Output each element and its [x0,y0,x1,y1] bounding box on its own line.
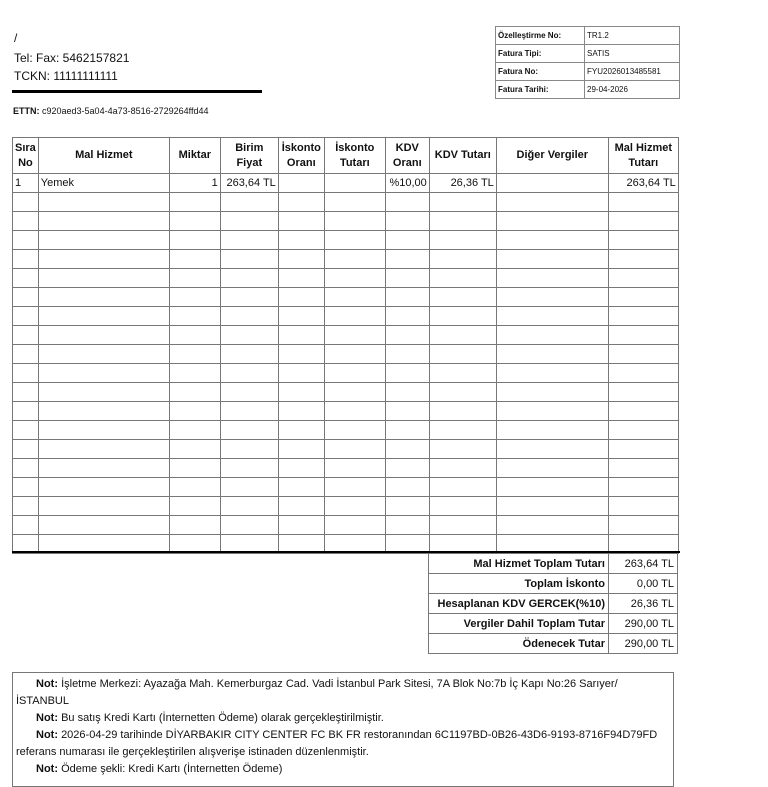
col-header-diger-vergiler: Diğer Vergiler [496,138,608,174]
empty-cell [324,516,385,535]
meta-value: FYU2026013485581 [585,63,680,81]
empty-cell [278,193,324,212]
empty-cell [169,212,220,231]
note-line [16,710,670,727]
empty-cell [38,497,169,516]
empty-cell [496,440,608,459]
empty-cell [496,307,608,326]
col-header-mal-hizmet: Mal Hizmet [38,138,169,174]
empty-cell [496,345,608,364]
col-header-kdv-tutari: KDV Tutarı [429,138,496,174]
empty-cell [38,383,169,402]
invoice-meta-table [495,26,680,99]
ettn-label: ETTN: [13,106,40,116]
totals-table [428,553,678,654]
empty-cell [324,440,385,459]
sender-tckn: TCKN: 11111111111 [14,69,118,83]
empty-cell [324,212,385,231]
empty-cell [496,326,608,345]
meta-row [496,81,680,99]
note-label: Not: [36,729,58,741]
empty-cell [220,440,278,459]
empty-cell [496,231,608,250]
empty-cell [220,326,278,345]
cell-iskonto-orani [278,174,324,193]
empty-cell [13,250,39,269]
empty-cell [278,440,324,459]
totals-value: 290,00 TL [609,614,678,634]
empty-cell [429,212,496,231]
empty-cell [169,288,220,307]
cell-kdv-orani: %10,00 [385,174,429,193]
totals-label: Vergiler Dahil Toplam Tutar [429,614,609,634]
empty-cell [278,345,324,364]
empty-cell [429,326,496,345]
empty-cell [324,250,385,269]
empty-cell [278,516,324,535]
meta-key: Fatura Tarihi: [496,81,585,99]
empty-cell [324,269,385,288]
empty-cell [38,288,169,307]
empty-cell [220,288,278,307]
empty-cell [38,250,169,269]
empty-cell [385,326,429,345]
empty-cell [496,421,608,440]
empty-cell [220,402,278,421]
empty-cell [220,212,278,231]
empty-cell [608,421,678,440]
note-label: Not: [36,678,58,690]
empty-cell [38,516,169,535]
empty-cell [324,497,385,516]
empty-cell [13,345,39,364]
empty-cell [38,478,169,497]
empty-cell [429,402,496,421]
empty-cell [38,440,169,459]
empty-cell [169,516,220,535]
cell-iskonto-tutari [324,174,385,193]
empty-cell [38,193,169,212]
empty-cell [429,440,496,459]
empty-cell [496,364,608,383]
note-text: Ödeme şekli: Kredi Kartı (İnternetten Ödeme) [61,763,283,775]
empty-cell [496,288,608,307]
empty-cell [13,383,39,402]
totals-value: 263,64 TL [609,554,678,574]
meta-row [496,45,680,63]
note-label: Not: [36,763,58,775]
empty-table-row [13,516,679,535]
empty-cell [324,307,385,326]
totals-label: Hesaplanan KDV GERCEK(%10) [429,594,609,614]
empty-cell [13,269,39,288]
empty-cell [385,440,429,459]
col-header-mal-hizmet-tutari: Mal Hizmet Tutarı [608,138,678,174]
empty-cell [38,212,169,231]
empty-cell [608,516,678,535]
empty-cell [220,345,278,364]
empty-cell [385,497,429,516]
empty-cell [278,383,324,402]
empty-table-row [13,440,679,459]
empty-cell [429,459,496,478]
empty-cell [220,250,278,269]
sender-telfax: Tel: Fax: 5462157821 [14,51,130,65]
empty-cell [608,478,678,497]
empty-cell [496,516,608,535]
empty-cell [278,231,324,250]
empty-cell [13,307,39,326]
empty-cell [429,497,496,516]
empty-cell [429,364,496,383]
meta-key: Fatura Tipi: [496,45,585,63]
empty-table-row [13,326,679,345]
empty-cell [608,440,678,459]
empty-cell [38,459,169,478]
meta-key: Özelleştirme No: [496,27,585,45]
empty-cell [608,497,678,516]
col-header-sira-no: Sıra No [13,138,39,174]
empty-cell [324,326,385,345]
meta-value: TR1.2 [585,27,680,45]
empty-cell [13,364,39,383]
empty-cell [278,326,324,345]
empty-cell [429,250,496,269]
empty-cell [385,345,429,364]
ettn-value: c920aed3-5a04-4a73-8516-2729264ffd44 [42,106,209,116]
col-header-kdv-orani: KDV Oranı [385,138,429,174]
empty-cell [13,326,39,345]
empty-cell [220,193,278,212]
totals-row [429,614,678,634]
note-line [16,727,670,761]
empty-cell [169,440,220,459]
empty-cell [169,250,220,269]
empty-table-row [13,269,679,288]
empty-cell [385,402,429,421]
note-text: İşletme Merkezi: Ayazağa Mah. Kemerburgaz Cad. Vadi İstanbul Park Sitesi, 7A Blok No:7b İç Kapı No:26 Sarıyer/ İSTANBUL [16,678,618,707]
items-header-row [13,138,679,174]
empty-cell [324,288,385,307]
empty-cell [278,250,324,269]
empty-cell [278,364,324,383]
totals-label: Mal Hizmet Toplam Tutarı [429,554,609,574]
meta-value: 29-04-2026 [585,81,680,99]
empty-cell [496,402,608,421]
empty-cell [608,345,678,364]
empty-cell [169,364,220,383]
totals-row [429,554,678,574]
empty-table-row [13,459,679,478]
empty-cell [220,231,278,250]
col-header-miktar: Miktar [169,138,220,174]
empty-cell [608,250,678,269]
empty-cell [13,402,39,421]
cell-diger-vergiler [496,174,608,193]
empty-cell [38,364,169,383]
empty-cell [608,231,678,250]
empty-cell [608,459,678,478]
empty-cell [220,364,278,383]
empty-cell [608,269,678,288]
empty-cell [385,250,429,269]
empty-cell [13,231,39,250]
empty-cell [13,459,39,478]
empty-cell [278,307,324,326]
empty-cell [429,421,496,440]
empty-cell [608,288,678,307]
empty-cell [278,402,324,421]
empty-cell [278,478,324,497]
empty-cell [169,383,220,402]
table-row [13,174,679,193]
empty-cell [324,193,385,212]
cell-mal-hizmet-tutari: 263,64 TL [608,174,678,193]
empty-cell [220,478,278,497]
meta-row [496,27,680,45]
empty-cell [169,459,220,478]
empty-cell [169,402,220,421]
empty-cell [429,307,496,326]
totals-value: 26,36 TL [609,594,678,614]
sender-name: / [14,31,18,45]
empty-cell [38,307,169,326]
empty-cell [220,497,278,516]
empty-cell [169,307,220,326]
empty-cell [324,459,385,478]
empty-cell [13,516,39,535]
empty-cell [38,345,169,364]
meta-value: SATIS [585,45,680,63]
empty-cell [385,383,429,402]
cell-kdv-tutari: 26,36 TL [429,174,496,193]
empty-cell [385,516,429,535]
empty-cell [385,212,429,231]
empty-table-row [13,345,679,364]
empty-cell [13,478,39,497]
header-divider [12,90,262,93]
empty-cell [608,383,678,402]
empty-table-row [13,383,679,402]
empty-cell [385,459,429,478]
empty-table-row [13,478,679,497]
empty-cell [38,326,169,345]
empty-table-row [13,193,679,212]
ettn-line [13,106,209,116]
totals-row [429,594,678,614]
col-header-iskonto-orani: İskonto Oranı [278,138,324,174]
empty-cell [385,364,429,383]
empty-table-row [13,497,679,516]
empty-cell [220,269,278,288]
note-text: Bu satış Kredi Kartı (İnternetten Ödeme) olarak gerçekleştirilmiştir. [61,712,384,724]
cell-mal-hizmet: Yemek [38,174,169,193]
col-header-iskonto-tutari: İskonto Tutarı [324,138,385,174]
empty-cell [169,231,220,250]
empty-cell [169,421,220,440]
note-line [16,676,670,710]
empty-table-row [13,364,679,383]
totals-row [429,634,678,654]
empty-cell [38,231,169,250]
empty-cell [608,364,678,383]
empty-cell [385,231,429,250]
empty-cell [385,478,429,497]
empty-table-row [13,307,679,326]
line-items-table [12,137,679,554]
empty-cell [496,193,608,212]
empty-cell [608,402,678,421]
empty-cell [429,231,496,250]
empty-cell [496,459,608,478]
empty-cell [13,440,39,459]
empty-cell [324,345,385,364]
empty-cell [385,193,429,212]
empty-cell [608,193,678,212]
empty-table-row [13,231,679,250]
empty-table-row [13,288,679,307]
empty-cell [429,345,496,364]
empty-cell [169,345,220,364]
cell-sira-no: 1 [13,174,39,193]
empty-cell [496,269,608,288]
empty-cell [385,307,429,326]
empty-cell [385,269,429,288]
empty-cell [13,288,39,307]
empty-cell [13,497,39,516]
empty-cell [38,402,169,421]
empty-table-row [13,421,679,440]
empty-cell [496,250,608,269]
empty-cell [324,364,385,383]
empty-cell [38,269,169,288]
meta-key: Fatura No: [496,63,585,81]
empty-cell [429,478,496,497]
empty-cell [429,516,496,535]
empty-cell [13,212,39,231]
empty-cell [278,459,324,478]
totals-value: 290,00 TL [609,634,678,654]
col-header-birim-fiyat: Birim Fiyat [220,138,278,174]
empty-table-row [13,402,679,421]
totals-value: 0,00 TL [609,574,678,594]
totals-row [429,574,678,594]
cell-miktar: 1 [169,174,220,193]
empty-cell [220,516,278,535]
empty-cell [13,193,39,212]
empty-cell [496,478,608,497]
empty-cell [324,383,385,402]
empty-cell [324,402,385,421]
cell-birim-fiyat: 263,64 TL [220,174,278,193]
empty-cell [278,497,324,516]
empty-cell [429,269,496,288]
meta-row [496,63,680,81]
empty-cell [496,383,608,402]
empty-cell [278,288,324,307]
empty-cell [385,288,429,307]
empty-cell [324,478,385,497]
notes-box [12,672,674,787]
note-label: Not: [36,712,58,724]
empty-cell [220,421,278,440]
empty-cell [169,326,220,345]
empty-cell [38,421,169,440]
empty-cell [324,231,385,250]
empty-cell [608,307,678,326]
empty-cell [608,326,678,345]
empty-cell [496,212,608,231]
empty-cell [429,193,496,212]
empty-cell [220,307,278,326]
empty-table-row [13,250,679,269]
empty-cell [324,421,385,440]
note-line [16,761,670,778]
empty-cell [13,421,39,440]
note-text: 2026-04-29 tarihinde DİYARBAKIR CITY CENTER FC BK FR restoranından 6C1197BD-0B26-43D6-9193-8716F94D79FD referans numarası ile gerçekleştirilen alışverişe istinaden düzenlenmiştir. [16,729,658,758]
empty-cell [169,193,220,212]
empty-cell [169,478,220,497]
totals-label: Toplam İskonto [429,574,609,594]
empty-cell [608,212,678,231]
empty-cell [220,383,278,402]
empty-cell [496,497,608,516]
empty-cell [169,269,220,288]
empty-cell [278,421,324,440]
empty-cell [278,269,324,288]
empty-cell [169,497,220,516]
empty-table-row [13,212,679,231]
empty-cell [429,383,496,402]
empty-cell [278,212,324,231]
empty-cell [429,288,496,307]
empty-cell [385,421,429,440]
empty-cell [220,459,278,478]
totals-label: Ödenecek Tutar [429,634,609,654]
